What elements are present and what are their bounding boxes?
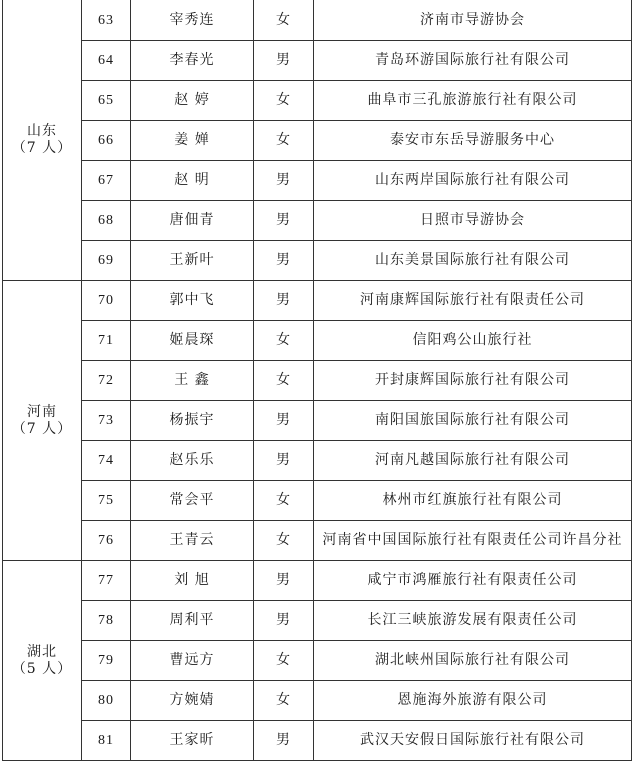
organization-name: 河南凡越国际旅行社有限公司 (314, 441, 632, 481)
gender-cell: 女 (254, 521, 314, 561)
organization-name: 曲阜市三孔旅游旅行社有限公司 (314, 81, 632, 121)
region-name: 河南 (27, 403, 57, 420)
region-count: （7 人） (11, 420, 73, 437)
row-number: 73 (82, 401, 131, 441)
gender-cell: 男 (254, 241, 314, 281)
person-name: 王新叶 (131, 241, 254, 281)
gender-cell: 女 (254, 481, 314, 521)
table-row (3, 521, 632, 561)
table-row (3, 41, 632, 81)
region-name: 湖北 (27, 643, 57, 660)
organization-name: 青岛环游国际旅行社有限公司 (314, 41, 632, 81)
person-name: 姜 婵 (131, 121, 254, 161)
person-name: 王家昕 (131, 721, 254, 761)
row-number: 74 (82, 441, 131, 481)
region-cell (3, 281, 82, 561)
organization-name: 日照市导游协会 (314, 201, 632, 241)
gender-cell: 男 (254, 281, 314, 321)
gender-cell: 男 (254, 201, 314, 241)
row-number: 71 (82, 321, 131, 361)
gender-cell: 男 (254, 561, 314, 601)
row-number: 77 (82, 561, 131, 601)
gender-cell: 女 (254, 121, 314, 161)
region-cell (3, 561, 82, 761)
table-row (3, 561, 632, 601)
person-name: 刘 旭 (131, 561, 254, 601)
organization-name: 开封康辉国际旅行社有限公司 (314, 361, 632, 401)
table-row (3, 161, 632, 201)
organization-name: 信阳鸡公山旅行社 (314, 321, 632, 361)
person-name: 李春光 (131, 41, 254, 81)
region-cell (3, 0, 82, 281)
table-row (3, 201, 632, 241)
gender-cell: 女 (254, 0, 314, 41)
person-name: 赵乐乐 (131, 441, 254, 481)
person-name: 宰秀连 (131, 0, 254, 41)
guide-roster-table (2, 0, 632, 761)
person-name: 常会平 (131, 481, 254, 521)
table-row (3, 0, 632, 41)
organization-name: 林州市红旗旅行社有限公司 (314, 481, 632, 521)
row-number: 76 (82, 521, 131, 561)
person-name: 王 鑫 (131, 361, 254, 401)
person-name: 杨振宇 (131, 401, 254, 441)
table-row (3, 721, 632, 761)
table-row (3, 121, 632, 161)
row-number: 70 (82, 281, 131, 321)
gender-cell: 女 (254, 681, 314, 721)
row-number: 80 (82, 681, 131, 721)
organization-name: 咸宁市鸿雁旅行社有限责任公司 (314, 561, 632, 601)
person-name: 郭中飞 (131, 281, 254, 321)
region-count: （7 人） (11, 140, 73, 156)
person-name: 唐佃青 (131, 201, 254, 241)
organization-name: 河南康辉国际旅行社有限责任公司 (314, 281, 632, 321)
row-number: 78 (82, 601, 131, 641)
person-name: 赵 婷 (131, 81, 254, 121)
table-row (3, 481, 632, 521)
row-number: 68 (82, 201, 131, 241)
row-number: 79 (82, 641, 131, 681)
gender-cell: 男 (254, 161, 314, 201)
organization-name: 恩施海外旅游有限公司 (314, 681, 632, 721)
person-name: 赵 明 (131, 161, 254, 201)
gender-cell: 女 (254, 81, 314, 121)
table-row (3, 241, 632, 281)
person-name: 姬晨琛 (131, 321, 254, 361)
gender-cell: 女 (254, 641, 314, 681)
table-row (3, 681, 632, 721)
row-number: 69 (82, 241, 131, 281)
person-name: 王青云 (131, 521, 254, 561)
table-row (3, 401, 632, 441)
region-name: 山东 (27, 123, 57, 139)
row-number: 81 (82, 721, 131, 761)
organization-name: 湖北峡州国际旅行社有限公司 (314, 641, 632, 681)
table-row (3, 441, 632, 481)
table-row (3, 601, 632, 641)
organization-name: 山东两岸国际旅行社有限公司 (314, 161, 632, 201)
region-count: （5 人） (11, 660, 73, 677)
person-name: 方婉婧 (131, 681, 254, 721)
organization-name: 武汉天安假日国际旅行社有限公司 (314, 721, 632, 761)
gender-cell: 男 (254, 41, 314, 81)
person-name: 周利平 (131, 601, 254, 641)
row-number: 64 (82, 41, 131, 81)
gender-cell: 男 (254, 401, 314, 441)
organization-name: 济南市导游协会 (314, 0, 632, 41)
gender-cell: 男 (254, 441, 314, 481)
table-row (3, 361, 632, 401)
organization-name: 南阳国旅国际旅行社有限公司 (314, 401, 632, 441)
row-number: 66 (82, 121, 131, 161)
organization-name: 河南省中国国际旅行社有限责任公司许昌分社 (314, 521, 632, 561)
organization-name: 长江三峡旅游发展有限责任公司 (314, 601, 632, 641)
table-row (3, 281, 632, 321)
row-number: 65 (82, 81, 131, 121)
table-row (3, 81, 632, 121)
gender-cell: 男 (254, 721, 314, 761)
row-number: 75 (82, 481, 131, 521)
gender-cell: 女 (254, 321, 314, 361)
table-row (3, 321, 632, 361)
organization-name: 山东美景国际旅行社有限公司 (314, 241, 632, 281)
organization-name: 泰安市东岳导游服务中心 (314, 121, 632, 161)
gender-cell: 女 (254, 361, 314, 401)
person-name: 曹远方 (131, 641, 254, 681)
row-number: 67 (82, 161, 131, 201)
roster-body (3, 0, 632, 761)
row-number: 63 (82, 0, 131, 41)
table-row (3, 641, 632, 681)
row-number: 72 (82, 361, 131, 401)
gender-cell: 男 (254, 601, 314, 641)
